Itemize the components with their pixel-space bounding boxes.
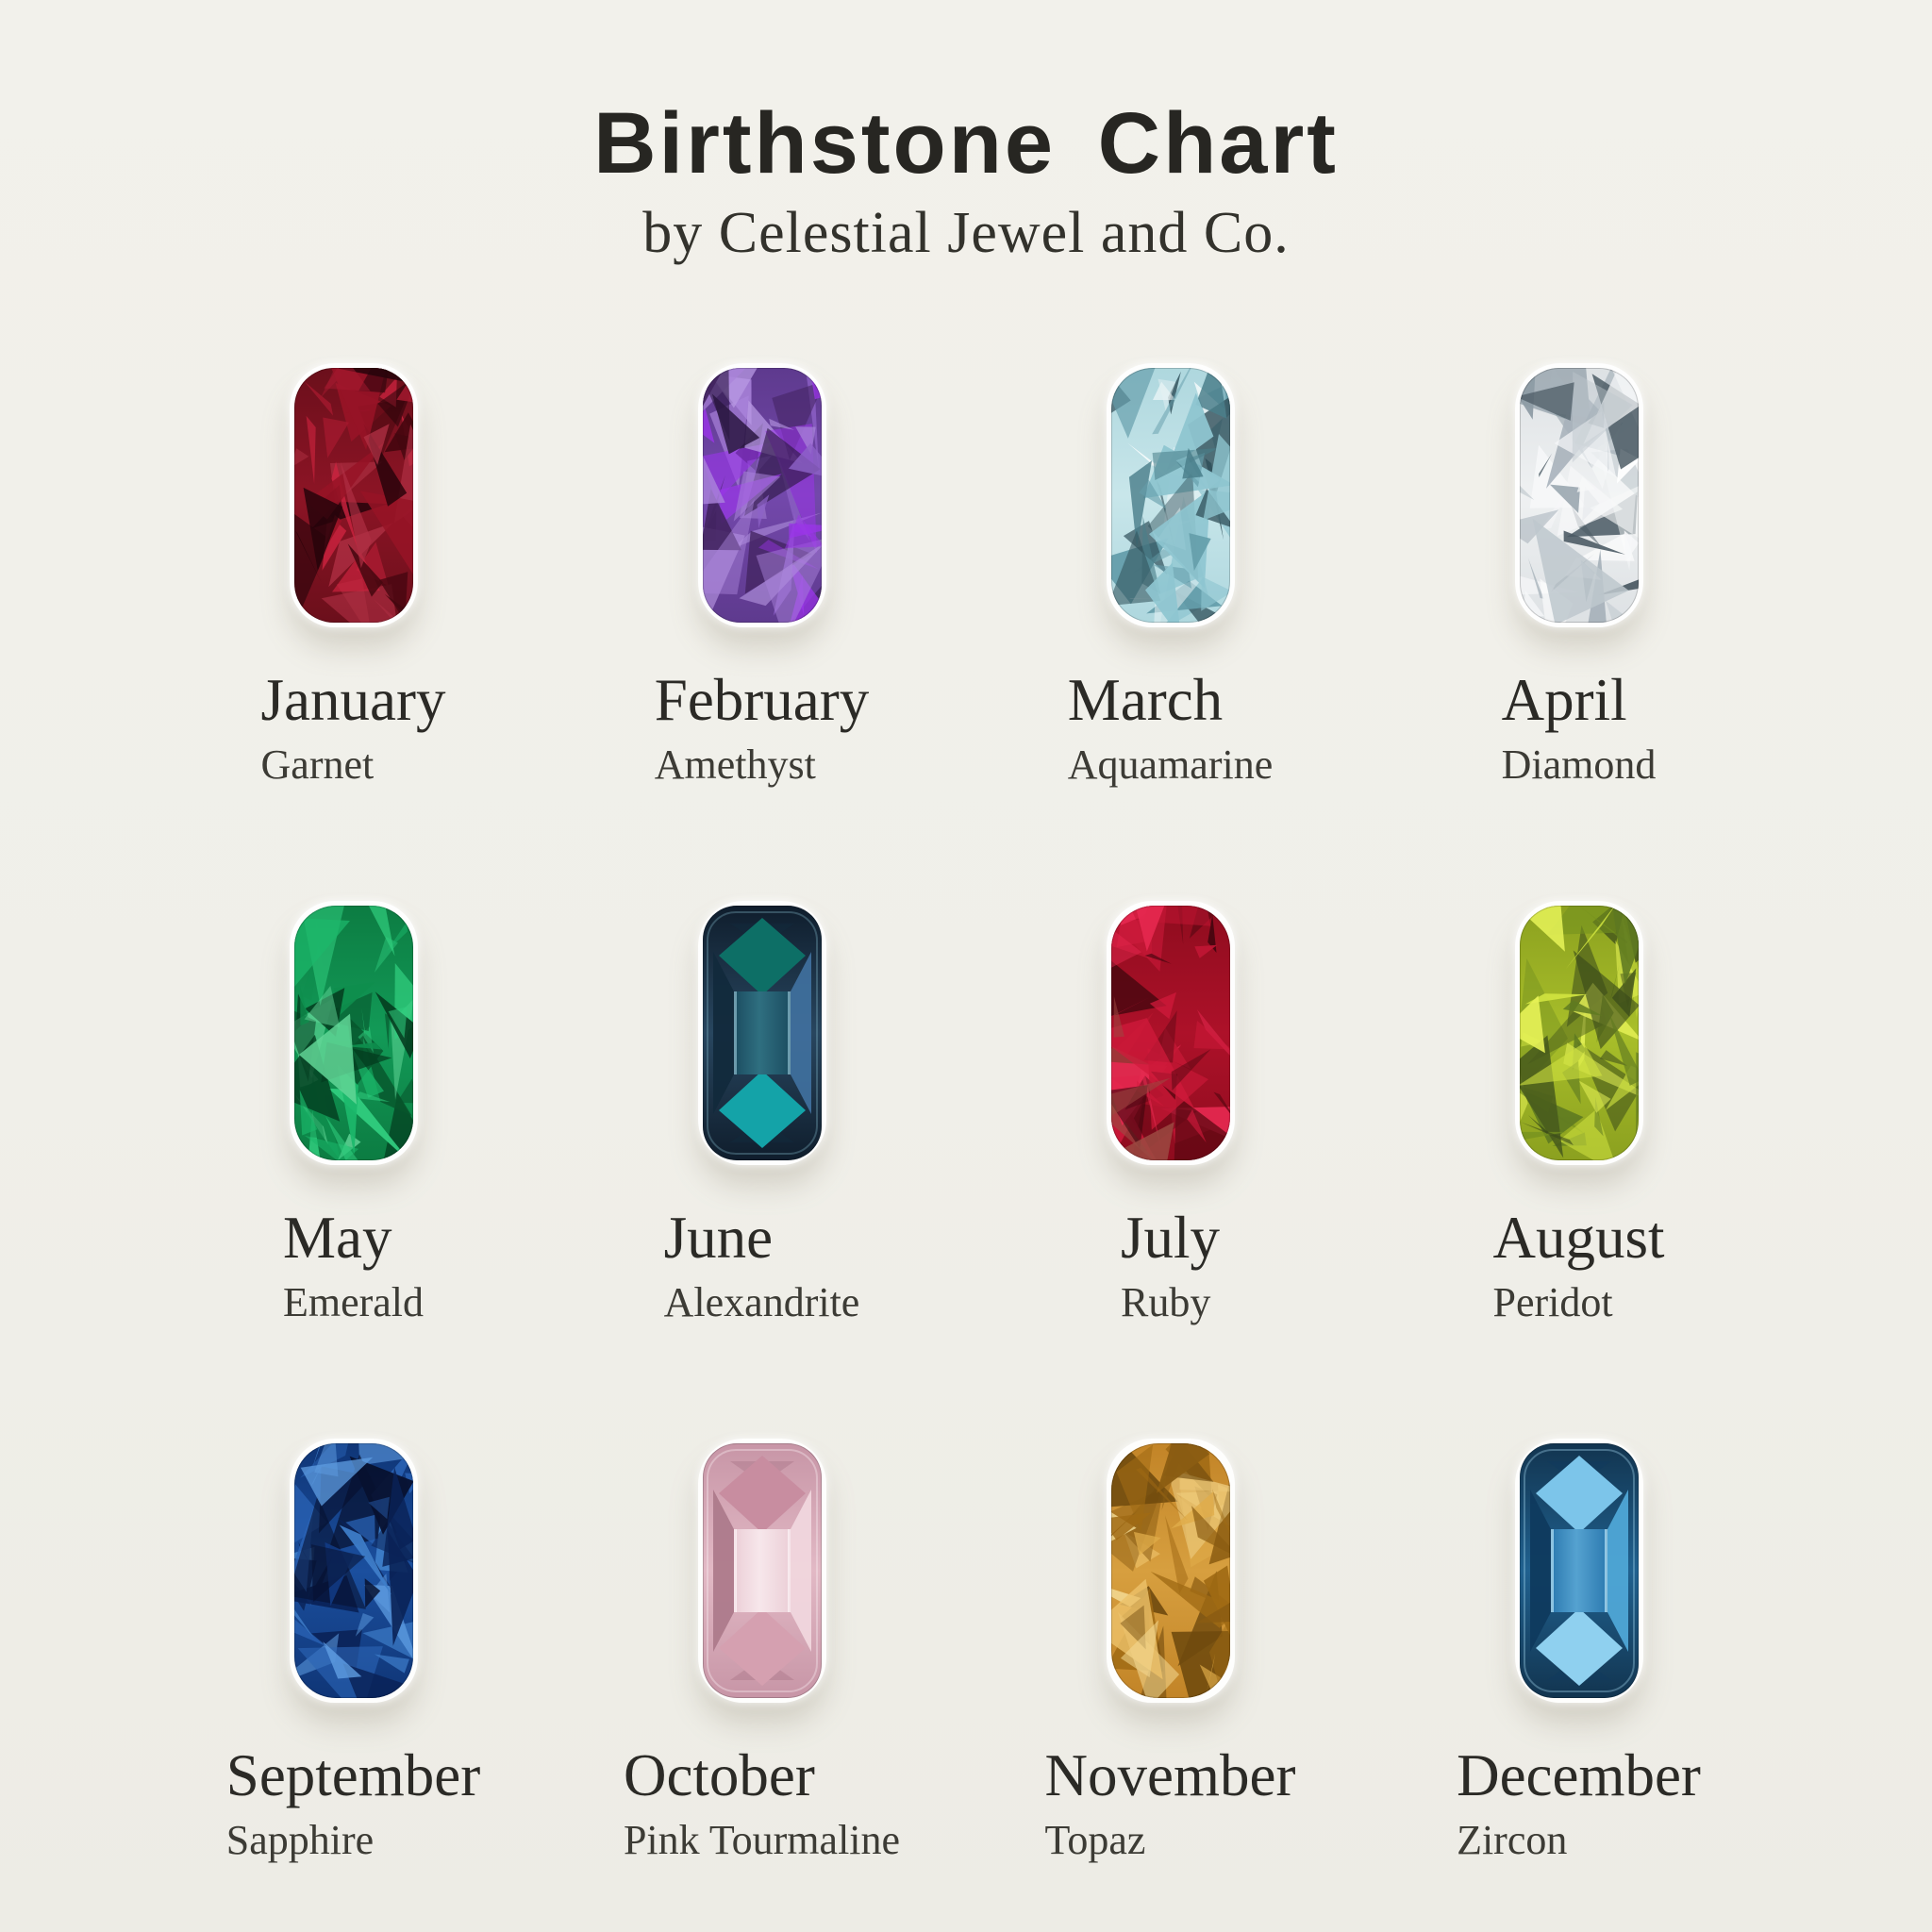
stone-label: Diamond: [1501, 741, 1657, 788]
birthstone-cell-december: [1374, 1439, 1783, 1863]
month-label: March: [1067, 666, 1224, 733]
stone-label: Sapphire: [225, 1816, 375, 1863]
gem-diamond: [1515, 363, 1643, 627]
month-label: November: [1044, 1742, 1296, 1809]
gem-sapphire: [290, 1439, 418, 1703]
stone-label: Peridot: [1492, 1278, 1613, 1325]
month-label: May: [282, 1204, 392, 1271]
birthstone-cell-january: [149, 363, 558, 788]
birthstone-cell-march: [966, 363, 1374, 788]
cell-caption: [1502, 627, 1657, 788]
month-label: August: [1492, 1204, 1665, 1271]
month-label: October: [623, 1742, 815, 1809]
cell-caption: [283, 1165, 424, 1325]
gem-emerald: [290, 901, 418, 1165]
gem-pink-tourmaline: [698, 1439, 826, 1703]
gem-svg: [293, 905, 414, 1161]
month-label: April: [1501, 666, 1627, 733]
cell-caption: [1457, 1703, 1701, 1863]
gem-aquamarine: [1107, 363, 1235, 627]
stone-label: Aquamarine: [1067, 741, 1274, 788]
cell-caption: [226, 1703, 480, 1863]
stone-label: Topaz: [1044, 1816, 1146, 1863]
gem-svg: [1110, 905, 1231, 1161]
gem-topaz: [1107, 1439, 1235, 1703]
cell-caption: [1492, 1165, 1664, 1325]
stone-label: Garnet: [260, 741, 375, 788]
gem-svg: [702, 1442, 823, 1699]
birthstone-cell-june: [558, 901, 966, 1325]
stone-label: Alexandrite: [663, 1278, 860, 1325]
gem-garnet: [290, 363, 418, 627]
birthstone-grid: [0, 363, 1932, 1864]
cell-caption: [1068, 627, 1273, 788]
birthstone-cell-february: [558, 363, 966, 788]
month-label: September: [225, 1742, 481, 1809]
birthstone-cell-september: [149, 1439, 558, 1863]
cell-caption: [261, 627, 446, 788]
month-label: July: [1120, 1204, 1221, 1271]
gem-amethyst: [698, 363, 826, 627]
cell-caption: [1121, 1165, 1220, 1325]
page-subtitle: by Celestial Jewel and Co.: [642, 200, 1290, 265]
poster-header: [0, 95, 1932, 265]
birthstone-cell-november: [966, 1439, 1374, 1863]
gem-peridot: [1515, 901, 1643, 1165]
month-label: January: [260, 666, 446, 733]
birthstone-cell-october: [558, 1439, 966, 1863]
cell-caption: [655, 627, 869, 788]
birthstone-cell-august: [1374, 901, 1783, 1325]
stone-label: Emerald: [282, 1278, 425, 1325]
gem-svg: [1519, 1442, 1640, 1699]
gem-svg: [293, 367, 414, 624]
gem-svg: [1110, 367, 1231, 624]
birthstone-cell-july: [966, 901, 1374, 1325]
month-label: June: [663, 1204, 774, 1271]
page-title: Birthstone Chart: [593, 95, 1339, 192]
cell-caption: [664, 1165, 860, 1325]
gem-alexandrite: [698, 901, 826, 1165]
gem-ruby: [1107, 901, 1235, 1165]
birthstone-cell-may: [149, 901, 558, 1325]
gem-svg: [1110, 1442, 1231, 1699]
month-label: December: [1457, 1742, 1701, 1809]
gem-svg: [702, 367, 823, 624]
gem-svg: [1519, 905, 1640, 1161]
stone-label: Ruby: [1120, 1278, 1211, 1325]
stone-label: Zircon: [1457, 1816, 1568, 1863]
stone-label: Pink Tourmaline: [623, 1816, 901, 1863]
stone-label: Amethyst: [654, 741, 816, 788]
gem-svg: [702, 905, 823, 1161]
gem-zircon: [1515, 1439, 1643, 1703]
birthstone-cell-april: [1374, 363, 1783, 788]
cell-caption: [1045, 1703, 1296, 1863]
month-label: February: [654, 666, 870, 733]
cell-caption: [624, 1703, 900, 1863]
gem-svg: [1519, 367, 1640, 624]
gem-svg: [293, 1442, 414, 1699]
